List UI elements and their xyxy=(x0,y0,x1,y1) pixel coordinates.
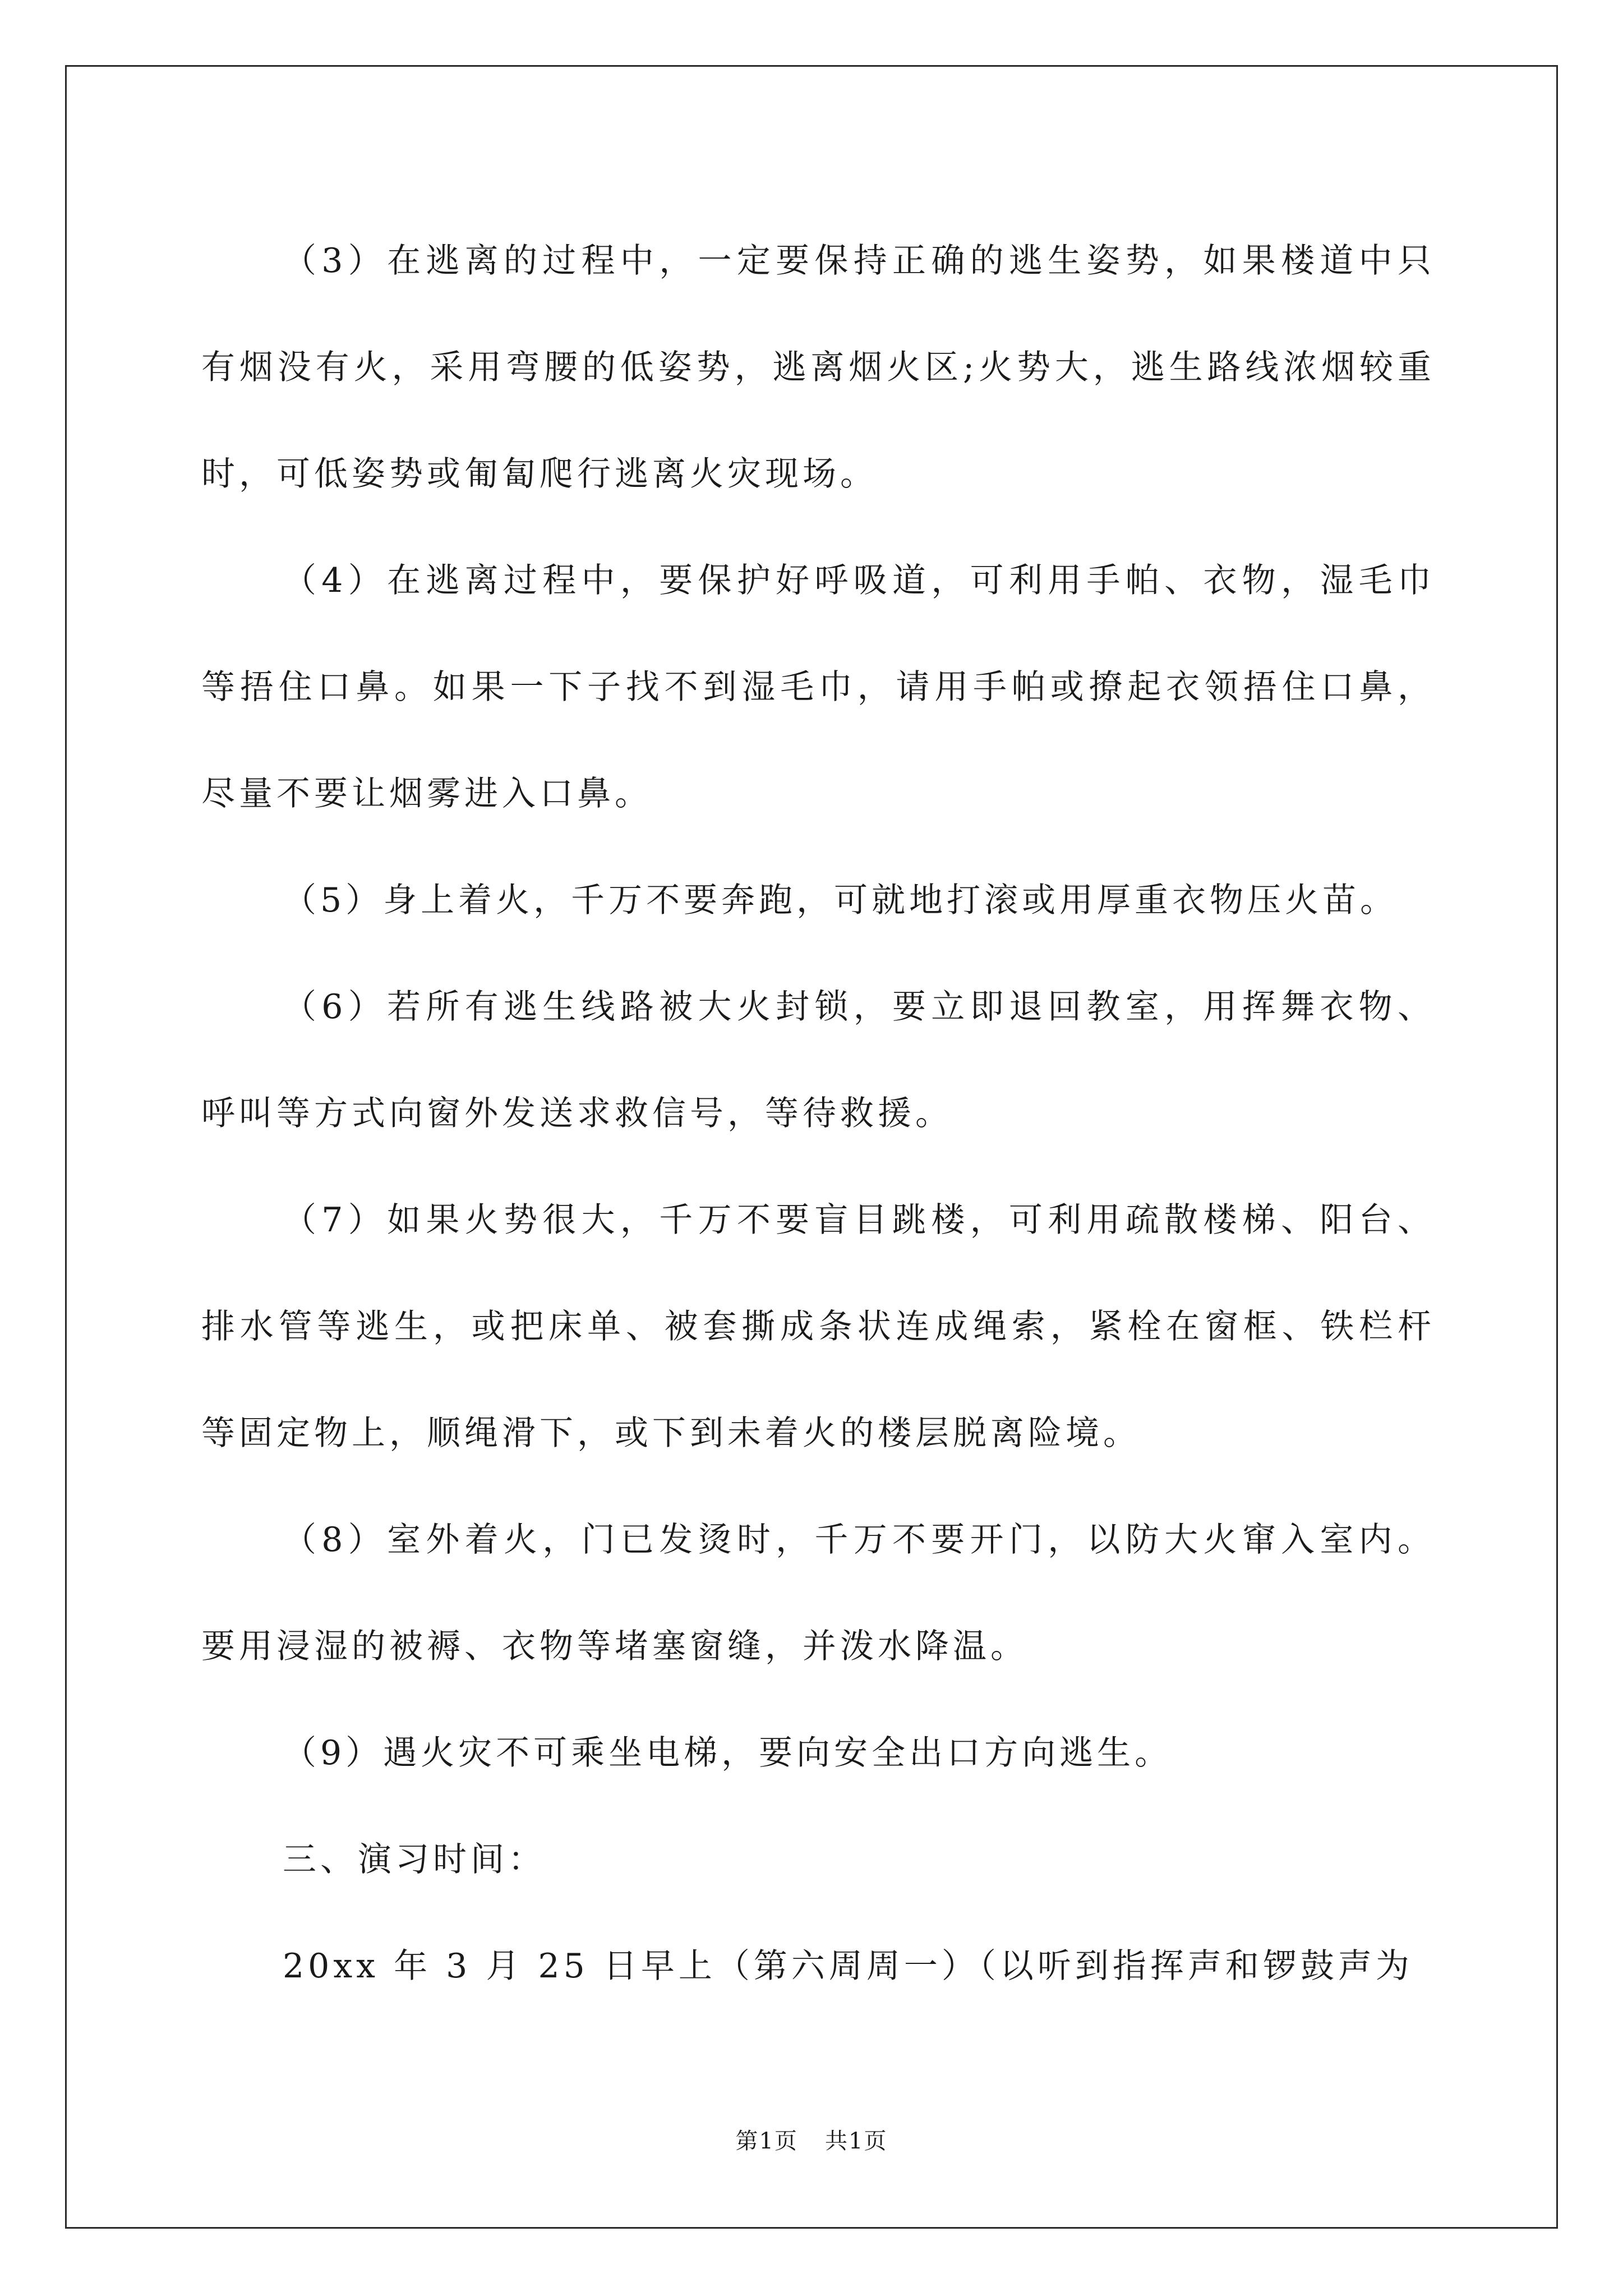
paragraph-5: （5）身上着火，千万不要奔跑，可就地打滚或用厚重衣物压火苗。 xyxy=(283,881,1398,920)
section-heading-drill-time: 三、演习时间： xyxy=(283,1840,546,1879)
paragraph-6: （6）若所有逃生线路被大火封锁，要立即退回教室，用挥舞衣物、呼叫等方式向窗外发送求救信号，等待救援。 xyxy=(201,987,1435,1133)
page-total: 共1页 xyxy=(825,2128,888,2154)
document-body xyxy=(201,208,1435,2019)
paragraph-3: （3）在逃离的过程中，一定要保持正确的逃生姿势，如果楼道中只有烟没有火，采用弯腰的低姿势，逃离烟火区;火势大，逃生路线浓烟较重时，可低姿势或匍匐爬行逃离火灾现场。 xyxy=(201,241,1435,494)
paragraph-8: （8）室外着火，门已发烫时，千万不要开门，以防大火窜入室内。要用浸湿的被褥、衣物等堵塞窗缝，并泼水降温。 xyxy=(201,1520,1435,1666)
paragraph-7: （7）如果火势很大，千万不要盲目跳楼，可利用疏散楼梯、阳台、排水管等逃生，或把床单、被套撕成条状连成绳索，紧栓在窗框、铁栏杆等固定物上，顺绳滑下，或下到未着火的楼层脱离险境。 xyxy=(201,1200,1435,1453)
paragraph-drill-date: 20xx 年 3 月 25 日早上（第六周周一）（以听到指挥声和锣鼓声为 xyxy=(283,1947,1413,1986)
paragraph-4: （4）在逃离过程中，要保护好呼吸道，可利用手帕、衣物，湿毛巾等捂住口鼻。如果一下子找不到湿毛巾，请用手帕或撩起衣领捂住口鼻，尽量不要让烟雾进入口鼻。 xyxy=(201,561,1435,813)
paragraph-9: （9）遇火灾不可乘坐电梯，要向安全出口方向逃生。 xyxy=(283,1733,1173,1773)
page-footer xyxy=(0,2123,1623,2155)
page-number: 第1页 xyxy=(735,2128,798,2154)
